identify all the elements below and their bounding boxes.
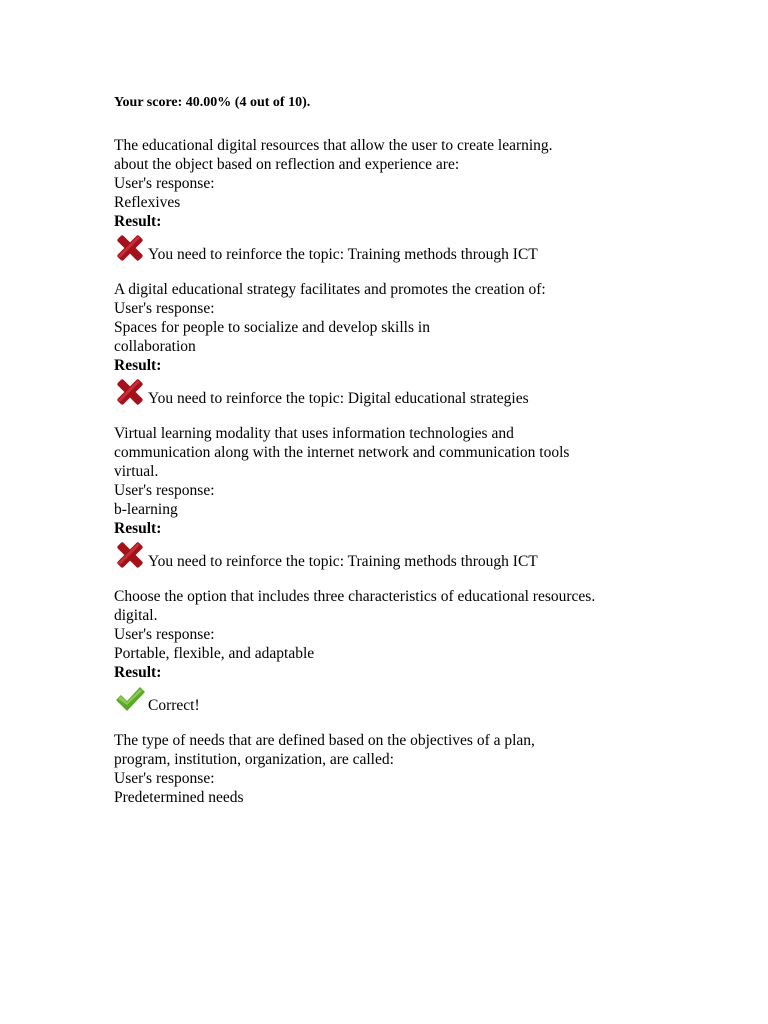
response-value: Spaces for people to socialize and develop skills in collaboration [114, 319, 430, 355]
feedback-text: You need to reinforce the topic: Training methods through ICT [148, 553, 538, 570]
response-label: User's response: [114, 300, 215, 317]
response-value: Predetermined needs [114, 789, 244, 806]
response-value: b-learning [114, 501, 178, 518]
result-feedback [114, 375, 634, 408]
feedback-text: Correct! [148, 697, 200, 714]
score-summary: Your score: 40.00% (4 out of 10). [114, 95, 311, 110]
response-label: User's response: [114, 770, 215, 787]
response-label: User's response: [114, 626, 215, 643]
result-label: Result: [114, 213, 162, 230]
question-block [114, 136, 634, 264]
feedback-text: You need to reinforce the topic: Digital educational strategies [148, 390, 529, 407]
question-text: Virtual learning modality that uses information technologies and communication along with the internet network and communication tools virtual. [114, 425, 570, 480]
question-text: A digital educational strategy facilitates and promotes the creation of: [114, 281, 546, 298]
question-block [114, 731, 634, 807]
question-block [114, 280, 634, 408]
result-feedback [114, 538, 634, 571]
result-feedback [114, 231, 634, 264]
question-block [114, 587, 634, 715]
quiz-results [114, 94, 634, 823]
response-label: User's response: [114, 175, 215, 192]
question-text: The type of needs that are defined based on the objectives of a plan, program, institution, organization, are called: [114, 732, 535, 768]
checkmark-icon [114, 683, 146, 715]
result-feedback [114, 682, 634, 715]
question-text: Choose the option that includes three characteristics of educational resources. digital. [114, 588, 596, 624]
question-block [114, 424, 634, 571]
result-label: Result: [114, 357, 162, 374]
response-label: User's response: [114, 482, 215, 499]
result-label: Result: [114, 664, 162, 681]
cross-icon [114, 232, 146, 264]
result-label: Result: [114, 520, 162, 537]
question-text: The educational digital resources that allow the user to create learning. about the object based on reflection and experience are: [114, 137, 553, 173]
feedback-text: You need to reinforce the topic: Training methods through ICT [148, 246, 538, 263]
cross-icon [114, 376, 146, 408]
response-value: Reflexives [114, 194, 181, 211]
response-value: Portable, flexible, and adaptable [114, 645, 315, 662]
cross-icon [114, 539, 146, 571]
